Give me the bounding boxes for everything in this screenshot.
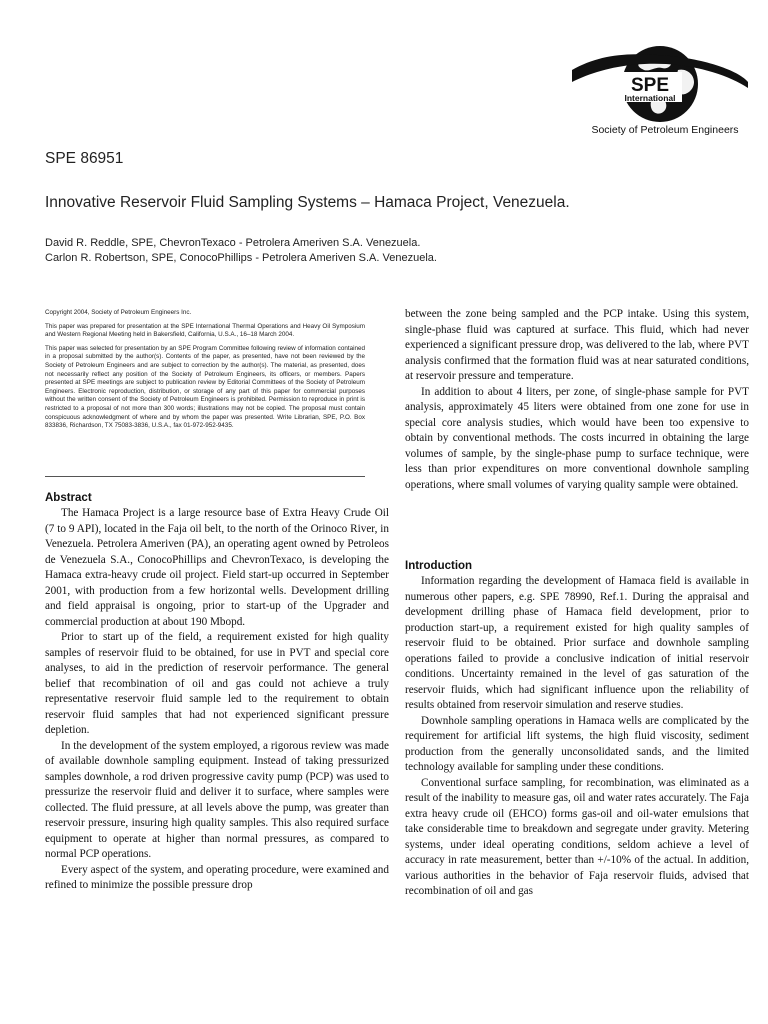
introduction-body xyxy=(405,574,749,900)
review-disclaimer: This paper was selected for presentation by an SPE Program Committee following review of information contained in a proposal submitted by the author(s). Contents of the paper, as presented, have not been reviewed by the Society of Petroleum Engineers and are subject to correction by the author(s). The material, as presented, does not necessarily reflect any position of the Society of Petroleum Engineers, its officers, or members. Papers presented at SPE meetings are subject to publication review by Editorial Committees of the Society of Petroleum Engineers. Electronic reproduction, distribution, or storage of any part of this paper for commercial purposes without the written consent of the Society of Petroleum Engineers is prohibited. Permission to reproduce in print is restricted to a proposal of not more than 300 words; illustrations may not be copied. The proposal must contain conspicuous acknowledgment of where and by whom the paper was presented. Write Librarian, SPE, P.O. Box 833836, Richardson, TX 75083-3836, U.S.A., fax 01-972-952-9435. xyxy=(45,344,365,430)
abstract-continuation xyxy=(405,307,749,493)
author-line xyxy=(45,236,437,251)
continuation-paragraph: In addition to about 4 liters, per zone, of single-phase sample for PVT analysis, approximately 45 liters were obtained from one zone for use in special core analysis studies, which would have been too expensive to obtain by conventional methods. The costs incurred in obtaining the large volumes of sample, by the single-phase pump to surface technique, were less than prior expenditures on more conventional downhole sampling operations, where small volumes of varying quality sample were obtained. xyxy=(405,385,749,491)
abstract-paragraph: Every aspect of the system, and operating procedure, were examined and refined to minimize the possible pressure drop xyxy=(45,863,389,891)
introduction-paragraph: Downhole sampling operations in Hamaca wells are complicated by the requirement for artificial lift systems, the high fluid viscosity, sediment production from the generally unconsolidated sands, and the limited technology available for sampling under these conditions. xyxy=(405,714,749,773)
continuation-paragraph: between the zone being sampled and the PCP intake. Using this system, single-phase fluid was captured at surface. This fluid, which had never experienced a significant pressure drop, was delivered to the lab, where PVT analysis confirmed that the formation fluid was at near saturated conditions, at reservoir pressure and temperature. xyxy=(405,308,749,382)
logo-society-name: Society of Petroleum Engineers xyxy=(591,124,739,136)
paper-title: Innovative Reservoir Fluid Sampling Systems – Hamaca Project, Venezuela. xyxy=(45,194,570,211)
author-name: Carlon R. Robertson xyxy=(45,252,146,264)
introduction-paragraph: Conventional surface sampling, for recombination, was eliminated as a result of the inability to measure gas, oil and water rates accurately. The Faja extra heavy crude oil (EHCO) forms gas-oil and oil-water emulsions that take considerable time to breakdown and segregate under gravity. Metering systems, under ideal operating conditions, seldom achieve a level of accuracy in rate measurement, better than +/-10% of the actual. In addition, various authorities in the behavior of Faja reservoir fluids, advised that recombination of oil and gas xyxy=(405,776,749,897)
abstract-paragraph: In the development of the system employed, a rigorous review was made of available downhole sampling equipment. Instead of taking pressurized samples downhole, a rod driven progressive cavity pump (PCP) was used to pressurize the reservoir fluid and deliver it to surface, where samples were collected. The fluid pressure, at all levels above the pump, was greater than reservoir pressure, insuring high quality samples. This also required surface equipment to operate at higher than normal pressures, as compared to normal PCP operations. xyxy=(45,739,389,860)
author-affiliation: , SPE, ConocoPhillips - Petrolera Ameriven S.A. Venezuela. xyxy=(145,252,437,264)
author-list xyxy=(45,236,437,266)
logo-brand-text: SPE xyxy=(630,75,670,96)
abstract-heading: Abstract xyxy=(45,492,92,504)
introduction-heading: Introduction xyxy=(405,560,473,572)
copyright-divider xyxy=(45,476,365,477)
abstract-paragraph: Prior to start up of the field, a requirement existed for high quality samples of reservoir fluid to be obtained, for use in PVT and special core analyses, to aid in the prediction of reservoir performance. The general belief that recombination of oil and gas could not achieve a truly representative reservoir fluid sample led to the requirement to obtain reservoir fluid samples that had not experienced significant pressure depletion. xyxy=(45,631,389,736)
copyright-notice xyxy=(45,309,365,436)
introduction-paragraph: Information regarding the development of Hamaca field is available in numerous other papers, e.g. SPE 78990, Ref.1. During the appraisal and development drilling phase of Hamaca field development, prior to production start-up, a requirement existed for high quality samples of reservoir fluid to be obtained. Prior surface and downhole sampling operations failed to provide a conclusive indication of initial reservoir conditions. Uncertainty remained in the level of gas saturation of the reservoir fluids, which had significant influence upon the reliability of results obtained from reservoir simulation and reserve studies. xyxy=(405,575,749,711)
author-affiliation: , SPE, ChevronTexaco - Petrolera Ameriven S.A. Venezuela. xyxy=(125,237,421,249)
copyright-line: Copyright 2004, Society of Petroleum Engineers Inc. xyxy=(45,309,192,316)
presentation-note: This paper was prepared for presentation at the SPE International Thermal Operations and Heavy Oil Symposium and Western Regional Meeting held in Bakersfield, California, U.S.A., 16–18 March 2004. xyxy=(45,322,365,339)
abstract-body xyxy=(45,506,389,894)
abstract-paragraph: The Hamaca Project is a large resource base of Extra Heavy Crude Oil (7 to 9 API), located in the Faja oil belt, to the north of the Orinoco River, in Venezuela. Petrolera Ameriven (PA), an operating agent owned by Petroleos de Venezuela S.A., ConocoPhillips and ChevronTexaco, is developing the Hamaca extra-heavy crude oil project. Field start-up occurred in September 2001, with production from a few horizontal wells. Development drilling and field appraisal is ongoing, prior to start-up of the Upgrader and commercial production at about 190 Mbopd. xyxy=(45,507,389,628)
paper-number: SPE 86951 xyxy=(45,150,124,167)
author-line xyxy=(45,251,437,266)
author-name: David R. Reddle xyxy=(45,237,126,249)
logo-sub-text: International xyxy=(624,93,676,103)
